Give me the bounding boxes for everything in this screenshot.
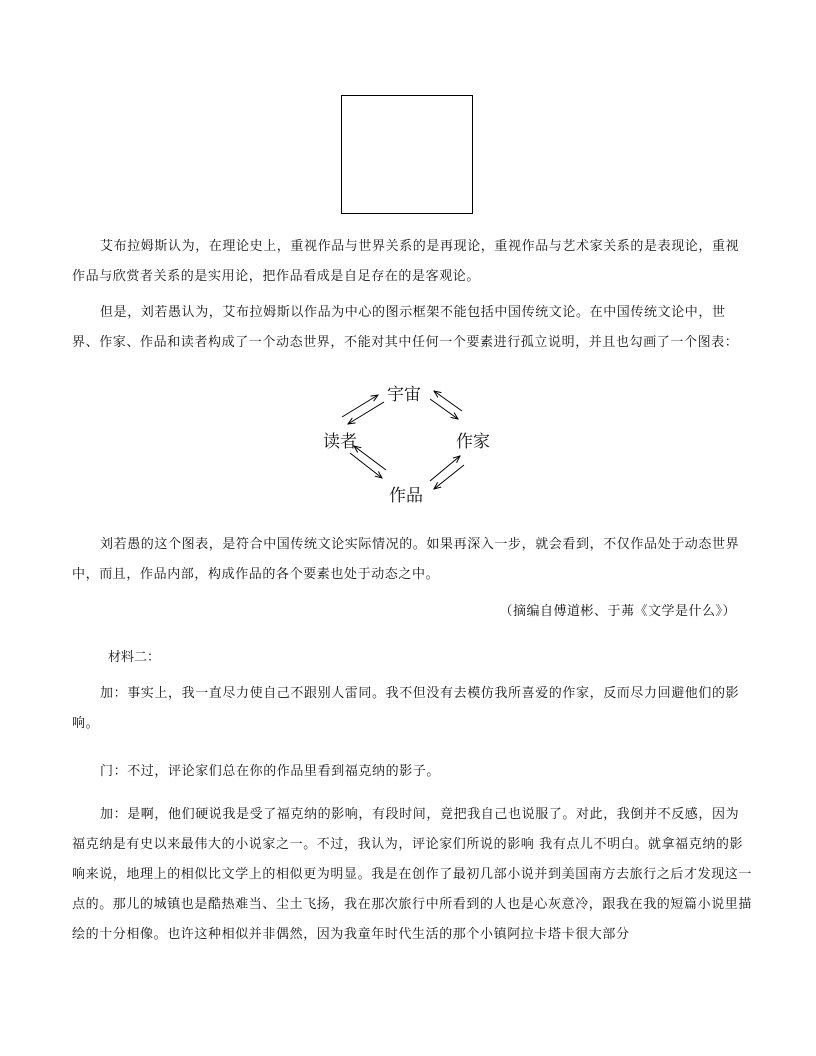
node-work: 作品: [389, 486, 423, 506]
node-universe: 宇宙: [387, 385, 421, 405]
node-reader: 读者: [323, 432, 357, 452]
dialogue-line-3: 加：是啊，他们硬说我是受了福克纳的影响，有段时间，竟把我自己也说服了。对此，我倒并不反感，因为福克纳是有史以来最伟大的小说家之一。不过，我认为，评论家们所说的影响 我有点儿不明白。就拿福克纳的影响来说，地理上的相似比文学上的相似更为明显。我是在创作了最初几部小说并到美国南方去旅行之后才发现这一点的。那儿的城镇也是酷热难当、尘土飞扬，我在那次旅行中所看到的人也是心灰意冷，跟我在我的短篇小说里描绘的十分相像。也许这种相似并非偶然，因为我童年时代生活的那个小镇阿拉卡塔卡很大部分: [72, 807, 753, 942]
paragraph-abrams: 艾布拉姆斯认为，在理论史上，重视作品与世界关系的是再现论，重视作品与艺术家关系的是表现论，重视作品与欣赏者关系的是实用论，把作品看成是自足存在的是客观论。: [72, 239, 740, 284]
material-two-label: 材料二：: [108, 650, 161, 665]
dialogue-line-2: 门：不过，评论家们总在你的作品里看到福克纳的影子。: [100, 764, 441, 779]
dynamic-diagram: [300, 375, 520, 505]
paragraph-analysis: 刘若愚的这个图表，是符合中国传统文论实际情况的。如果再深入一步，就会看到，不仅作品处于动态世界中，而且，作品内部，构成作品的各个要素也处于动态之中。: [72, 537, 740, 582]
empty-figure-box: [341, 95, 473, 214]
dialogue-line-1: 加：事实上，我一直尽力使自己不跟别人雷同。我不但没有去模仿我所喜爱的作家，反而尽力回避他们的影响。: [72, 686, 740, 731]
paragraph-liu-ruoyu: 但是，刘若愚认为，艾布拉姆斯以作品为中心的图示框架不能包括中国传统文论。在中国传统文论中，世界、作家、作品和读者构成了一个动态世界，不能对其中任何一个要素进行孤立说明，并且也勾画了一个图表：: [72, 305, 739, 350]
source-citation: （摘编自傅道彬、于茀《文学是什么》）: [499, 604, 736, 619]
node-writer: 作家: [456, 432, 490, 452]
